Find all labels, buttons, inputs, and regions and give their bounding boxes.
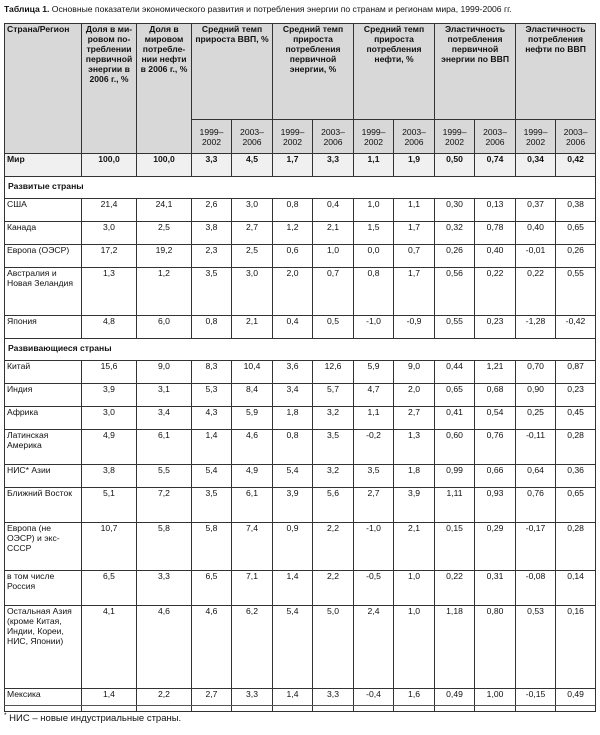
table-row [5, 606, 596, 689]
cell-value: 1,4 [192, 430, 232, 465]
section-row [5, 339, 596, 361]
cell-value: 3,2 [313, 465, 354, 488]
row-name: Мир [5, 154, 82, 177]
header-region: Страна/Регион [5, 24, 82, 154]
cell-value: 4,6 [192, 606, 232, 689]
cell-value: 0,8 [273, 430, 313, 465]
cell-value: 1,7 [273, 154, 313, 177]
cell-value: 0,23 [475, 316, 516, 339]
cell-value: 1,00 [475, 689, 516, 712]
cell-value: 0,74 [475, 154, 516, 177]
cell-value: 3,8 [82, 465, 137, 488]
cell-value: 0,8 [192, 316, 232, 339]
cell-value: 3,0 [82, 222, 137, 245]
cell-value: 0,22 [516, 268, 556, 316]
cell-value: 3,0 [232, 199, 273, 222]
cell-value: 0,68 [475, 384, 516, 407]
cell-value: 4,9 [232, 465, 273, 488]
cell-value: 0,87 [556, 361, 596, 384]
cell-value: 2,7 [192, 689, 232, 712]
cell-value: 4,5 [232, 154, 273, 177]
cell-value: 10,4 [232, 361, 273, 384]
header-gdp: Средний темп прироста ВВП, % [192, 24, 273, 120]
cell-value: 0,44 [435, 361, 475, 384]
cell-value: 5,4 [273, 606, 313, 689]
cell-value: 17,2 [82, 245, 137, 268]
cell-value: 15,6 [82, 361, 137, 384]
row-name: Мексика [5, 689, 82, 712]
caption-text: Основные показатели экономического развития и потребления энергии по странам и регионам мира, 1999-2006 гг. [51, 4, 512, 14]
cell-value: 0,26 [556, 245, 596, 268]
cell-value: 0,76 [475, 430, 516, 465]
cell-value: 0,28 [556, 523, 596, 571]
cell-value: 2,7 [394, 407, 435, 430]
row-name: Китай [5, 361, 82, 384]
cell-value: 0,26 [435, 245, 475, 268]
cell-value: 1,21 [475, 361, 516, 384]
cell-value: 0,54 [475, 407, 516, 430]
cell-value: 8,3 [192, 361, 232, 384]
cell-value: 4,7 [354, 384, 394, 407]
cell-value: 2,6 [192, 199, 232, 222]
period-header: 1999–2002 [192, 120, 232, 154]
section-row [5, 177, 596, 199]
cell-value: 0,65 [556, 488, 596, 523]
cell-value: 0,41 [435, 407, 475, 430]
cell-value: 21,4 [82, 199, 137, 222]
cell-value: 0,22 [475, 268, 516, 316]
cell-value: 0,16 [556, 606, 596, 689]
table-row [5, 361, 596, 384]
row-name: Ближний Восток [5, 488, 82, 523]
cell-value: -0,5 [354, 571, 394, 606]
cell-value: 2,7 [232, 222, 273, 245]
section-title: Развивающиеся страны [5, 339, 596, 361]
cell-value: 7,4 [232, 523, 273, 571]
cell-value: 1,5 [354, 222, 394, 245]
cell-value: 1,0 [313, 245, 354, 268]
header-elasticity-energy: Эластичность потребления первичной энергии по ВВП [435, 24, 516, 120]
table-caption [4, 3, 598, 15]
cell-value: 0,50 [435, 154, 475, 177]
cell-value: -0,08 [516, 571, 556, 606]
cell-value: 2,2 [313, 571, 354, 606]
row-name: Индия [5, 384, 82, 407]
cell-value: 0,28 [556, 430, 596, 465]
cell-value: 3,9 [394, 488, 435, 523]
cell-value: 0,65 [556, 222, 596, 245]
cell-value: 3,9 [273, 488, 313, 523]
cell-value: 0,34 [516, 154, 556, 177]
cell-value: 100,0 [137, 154, 192, 177]
cell-value: 0,15 [435, 523, 475, 571]
cell-value: 2,5 [232, 245, 273, 268]
header-energy: Средний темп прироста потребления первичной энергии, % [273, 24, 354, 120]
energy-table [4, 23, 596, 712]
cell-value: 4,1 [82, 606, 137, 689]
cell-value: 24,1 [137, 199, 192, 222]
cell-value: 0,30 [435, 199, 475, 222]
cell-value: 2,0 [273, 268, 313, 316]
cell-value: 0,8 [273, 199, 313, 222]
cell-value: 10,7 [82, 523, 137, 571]
cell-value: 12,6 [313, 361, 354, 384]
cell-value: 0,93 [475, 488, 516, 523]
cell-value: 3,3 [192, 154, 232, 177]
cell-value: 0,37 [516, 199, 556, 222]
cell-value: 100,0 [82, 154, 137, 177]
cell-value: 1,18 [435, 606, 475, 689]
cell-value: 0,13 [475, 199, 516, 222]
cell-value: 0,36 [556, 465, 596, 488]
table-row [5, 430, 596, 465]
period-header: 2003–2006 [556, 120, 596, 154]
row-name: НИС* Азии [5, 465, 82, 488]
footnote [4, 712, 181, 724]
cell-value: 2,5 [137, 222, 192, 245]
cell-value: 1,2 [273, 222, 313, 245]
period-header: 1999–2002 [354, 120, 394, 154]
cell-value: -0,15 [516, 689, 556, 712]
cell-value: 5,0 [313, 606, 354, 689]
cell-value: 5,8 [137, 523, 192, 571]
cell-value: 0,80 [475, 606, 516, 689]
cell-value: -0,17 [516, 523, 556, 571]
cell-value: 7,1 [232, 571, 273, 606]
cell-value: 6,5 [82, 571, 137, 606]
cell-value: 2,1 [394, 523, 435, 571]
cell-value: 4,9 [82, 430, 137, 465]
row-name: Остальная Азия (кроме Китая, Индии, Кореи, НИС, Японии) [5, 606, 82, 689]
cell-value: 0,9 [273, 523, 313, 571]
table-row [5, 199, 596, 222]
footnote-text: НИС – новые индустриальные страны. [9, 713, 182, 725]
cell-value: 1,8 [394, 465, 435, 488]
cell-value: 3,5 [192, 488, 232, 523]
table-body [5, 154, 596, 712]
cell-value: 0,0 [354, 245, 394, 268]
cell-value: 4,3 [192, 407, 232, 430]
cell-value: 0,14 [556, 571, 596, 606]
cell-value: 1,11 [435, 488, 475, 523]
cell-value: 0,78 [475, 222, 516, 245]
cell-value: 0,8 [354, 268, 394, 316]
cell-value: 4,8 [82, 316, 137, 339]
period-header: 2003–2006 [232, 120, 273, 154]
cell-value: 5,4 [192, 465, 232, 488]
cell-value: 1,0 [394, 571, 435, 606]
cell-value: 5,9 [232, 407, 273, 430]
cell-value: 1,4 [82, 689, 137, 712]
row-name: Латинская Америка [5, 430, 82, 465]
cell-value: -1,0 [354, 316, 394, 339]
cell-value: -1,0 [354, 523, 394, 571]
cell-value: 4,6 [232, 430, 273, 465]
cell-value: 0,32 [435, 222, 475, 245]
cell-value: 2,2 [137, 689, 192, 712]
cell-value: 1,9 [394, 154, 435, 177]
table-row [5, 523, 596, 571]
cell-value: 6,5 [192, 571, 232, 606]
period-header: 1999–2002 [516, 120, 556, 154]
cell-value: 5,5 [137, 465, 192, 488]
table-row [5, 571, 596, 606]
table-row-world [5, 154, 596, 177]
cell-value: 0,70 [516, 361, 556, 384]
cell-value: 9,0 [137, 361, 192, 384]
cell-value: 6,0 [137, 316, 192, 339]
table-row [5, 222, 596, 245]
row-name: Европа (ОЭСР) [5, 245, 82, 268]
cell-value: 0,66 [475, 465, 516, 488]
cell-value: -0,01 [516, 245, 556, 268]
cell-value: 0,22 [435, 571, 475, 606]
cell-value: 6,1 [137, 430, 192, 465]
row-name: США [5, 199, 82, 222]
cell-value: 3,5 [313, 430, 354, 465]
cell-value: 0,55 [435, 316, 475, 339]
cell-value: 0,49 [556, 689, 596, 712]
cell-value: 0,4 [313, 199, 354, 222]
table-row [5, 689, 596, 712]
table-row [5, 407, 596, 430]
cell-value: 1,7 [394, 222, 435, 245]
header-elasticity-oil: Эластичность потребления нефти по ВВП [516, 24, 596, 120]
cell-value: 3,3 [313, 689, 354, 712]
cell-value: 2,7 [354, 488, 394, 523]
cell-value: 3,1 [137, 384, 192, 407]
cell-value: 1,3 [82, 268, 137, 316]
cell-value: 0,60 [435, 430, 475, 465]
cell-value: 6,2 [232, 606, 273, 689]
cell-value: 0,56 [435, 268, 475, 316]
cell-value: 0,6 [273, 245, 313, 268]
cell-value: 9,0 [394, 361, 435, 384]
cell-value: -0,2 [354, 430, 394, 465]
row-name: Австралия и Новая Зеландия [5, 268, 82, 316]
cell-value: 2,1 [313, 222, 354, 245]
row-name: Европа (не ОЭСР) и экс-СССР [5, 523, 82, 571]
cell-value: 1,4 [273, 571, 313, 606]
cell-value: 0,25 [516, 407, 556, 430]
cell-value: 1,2 [137, 268, 192, 316]
cell-value: -0,42 [556, 316, 596, 339]
cell-value: 5,3 [192, 384, 232, 407]
cell-value: 3,3 [313, 154, 354, 177]
cell-value: 3,8 [192, 222, 232, 245]
cell-value: 0,4 [273, 316, 313, 339]
table-row [5, 488, 596, 523]
period-header: 2003–2006 [313, 120, 354, 154]
cell-value: 3,5 [192, 268, 232, 316]
cell-value: 5,8 [192, 523, 232, 571]
cell-value: 0,7 [394, 245, 435, 268]
cell-value: 3,5 [354, 465, 394, 488]
row-name: Африка [5, 407, 82, 430]
cell-value: 19,2 [137, 245, 192, 268]
caption-prefix: Таблица 1. [4, 4, 50, 14]
table-row [5, 384, 596, 407]
cell-value: 6,1 [232, 488, 273, 523]
footnote-divider [4, 705, 595, 706]
cell-value: 5,6 [313, 488, 354, 523]
table-row [5, 268, 596, 316]
cell-value: 0,76 [516, 488, 556, 523]
cell-value: 0,42 [556, 154, 596, 177]
section-title: Развитые страны [5, 177, 596, 199]
cell-value: 3,4 [137, 407, 192, 430]
cell-value: 2,2 [313, 523, 354, 571]
cell-value: 3,3 [232, 689, 273, 712]
header-oil: Средний темп прироста потребления нефти, % [354, 24, 435, 120]
cell-value: 3,4 [273, 384, 313, 407]
cell-value: 5,1 [82, 488, 137, 523]
period-header: 2003–2006 [394, 120, 435, 154]
cell-value: 0,64 [516, 465, 556, 488]
header-share-energy: Доля в ми-ровом по-треблении первичной энергии в 2006 г., % [82, 24, 137, 154]
period-header: 2003–2006 [475, 120, 516, 154]
cell-value: 0,55 [556, 268, 596, 316]
cell-value: 4,6 [137, 606, 192, 689]
cell-value: 1,0 [394, 606, 435, 689]
cell-value: 0,53 [516, 606, 556, 689]
cell-value: 3,0 [232, 268, 273, 316]
cell-value: 0,5 [313, 316, 354, 339]
table-row [5, 316, 596, 339]
cell-value: 0,40 [475, 245, 516, 268]
cell-value: 5,7 [313, 384, 354, 407]
cell-value: 3,0 [82, 407, 137, 430]
cell-value: 1,4 [273, 689, 313, 712]
header-share-oil: Доля в мировом потребле-нии нефти в 2006 г., % [137, 24, 192, 154]
cell-value: 0,45 [556, 407, 596, 430]
cell-value: 2,1 [232, 316, 273, 339]
table-row [5, 245, 596, 268]
cell-value: -1,28 [516, 316, 556, 339]
cell-value: 3,6 [273, 361, 313, 384]
cell-value: 0,65 [435, 384, 475, 407]
cell-value: 3,3 [137, 571, 192, 606]
cell-value: 0,90 [516, 384, 556, 407]
cell-value: 1,6 [394, 689, 435, 712]
footnote-mark: * [4, 712, 7, 719]
cell-value: 5,9 [354, 361, 394, 384]
cell-value: 2,0 [394, 384, 435, 407]
cell-value: 0,31 [475, 571, 516, 606]
cell-value: 0,38 [556, 199, 596, 222]
row-name: Канада [5, 222, 82, 245]
period-header: 1999–2002 [435, 120, 475, 154]
cell-value: 0,40 [516, 222, 556, 245]
cell-value: 0,7 [313, 268, 354, 316]
cell-value: 3,9 [82, 384, 137, 407]
row-name: в том числе Россия [5, 571, 82, 606]
cell-value: 3,2 [313, 407, 354, 430]
cell-value: 1,1 [354, 154, 394, 177]
cell-value: 5,4 [273, 465, 313, 488]
cell-value: 0,23 [556, 384, 596, 407]
row-name: Япония [5, 316, 82, 339]
period-header: 1999–2002 [273, 120, 313, 154]
cell-value: 2,3 [192, 245, 232, 268]
cell-value: 7,2 [137, 488, 192, 523]
cell-value: 0,49 [435, 689, 475, 712]
cell-value: 0,29 [475, 523, 516, 571]
cell-value: 1,1 [354, 407, 394, 430]
cell-value: -0,9 [394, 316, 435, 339]
cell-value: -0,11 [516, 430, 556, 465]
cell-value: 1,1 [394, 199, 435, 222]
cell-value: -0,4 [354, 689, 394, 712]
table-header [5, 24, 596, 154]
cell-value: 1,3 [394, 430, 435, 465]
cell-value: 1,7 [394, 268, 435, 316]
cell-value: 0,99 [435, 465, 475, 488]
cell-value: 1,0 [354, 199, 394, 222]
table-row [5, 465, 596, 488]
cell-value: 2,4 [354, 606, 394, 689]
cell-value: 1,8 [273, 407, 313, 430]
cell-value: 8,4 [232, 384, 273, 407]
